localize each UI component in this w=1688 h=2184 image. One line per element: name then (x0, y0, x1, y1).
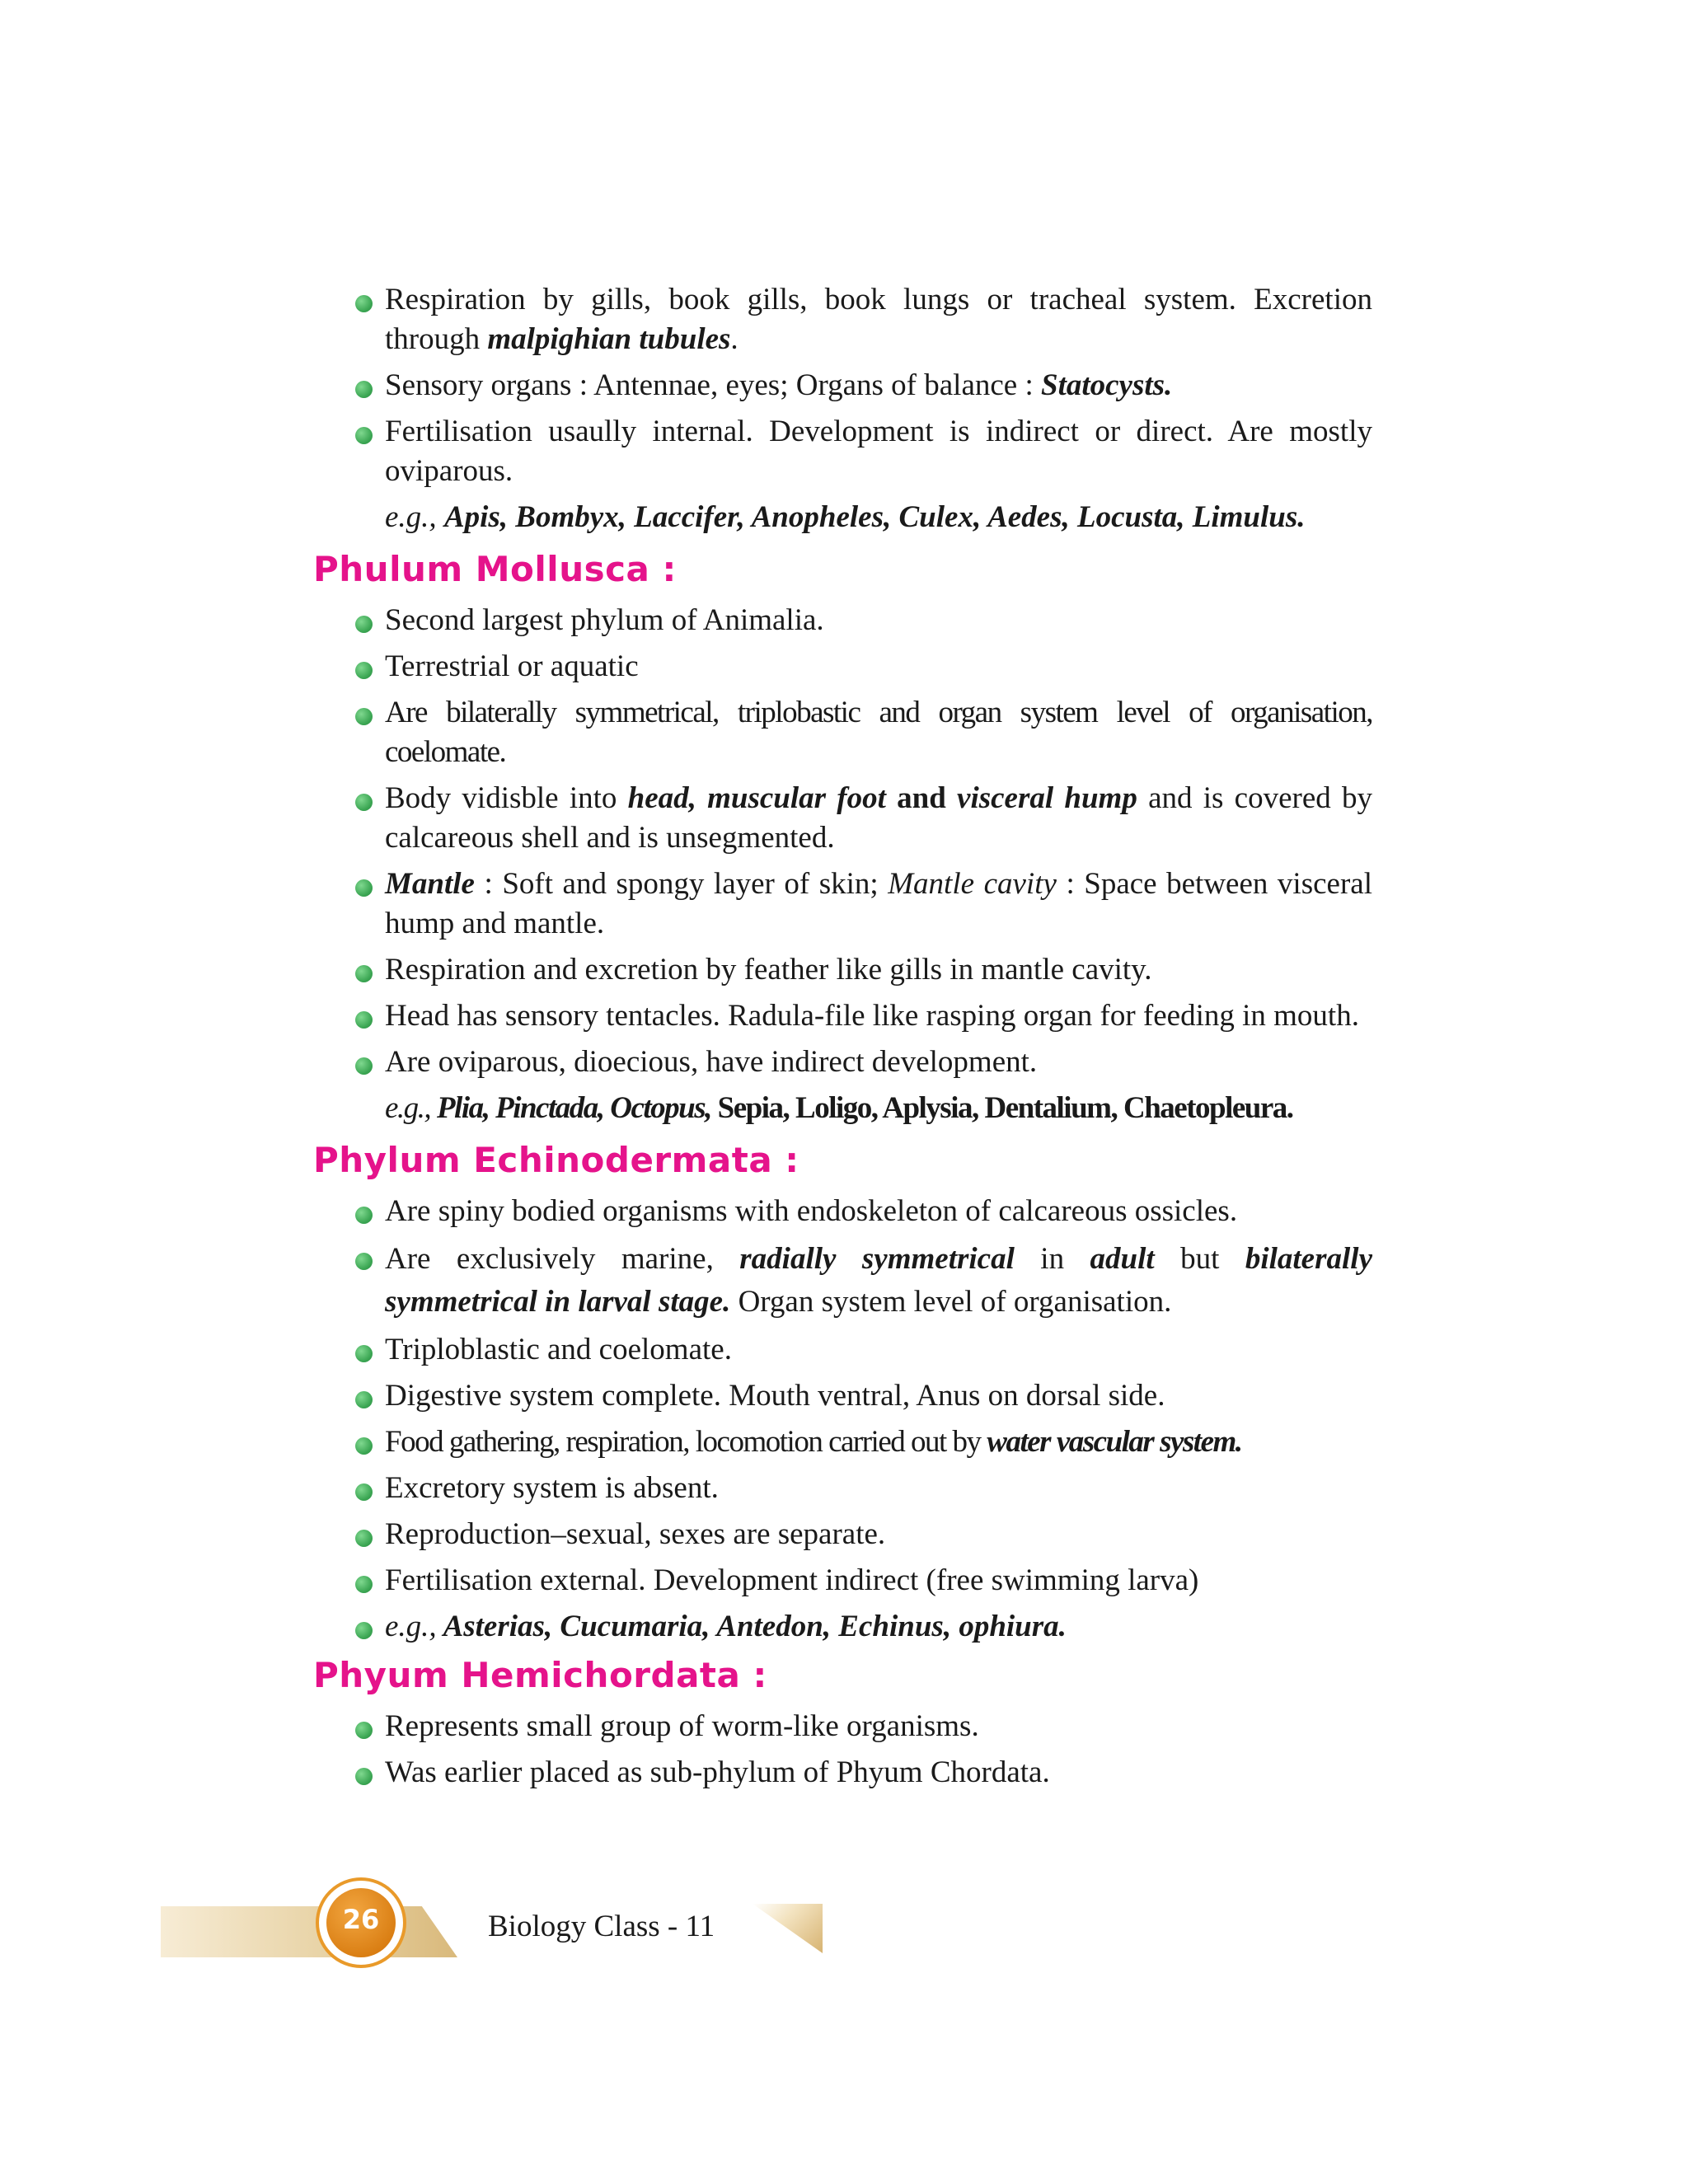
page-number-badge (316, 1877, 406, 1968)
section-heading-echinodermata: Phylum Echinodermata : (313, 1140, 799, 1180)
footer-title: Biology Class - 11 (488, 1910, 715, 1943)
list-item: Digestive system complete. Mouth ventral, Anus on dorsal side. (316, 1376, 1372, 1416)
list-item: Head has sensory tentacles. Radula-file like rasping organ for feeding in mouth. (316, 996, 1372, 1036)
list-item: Are spiny bodied organisms with endoskeleton of calcareous ossicles. (316, 1192, 1372, 1231)
list-item: Food gathering, respiration, locomotion carried out by water vascular system. (316, 1422, 1372, 1462)
example-line: e.g., Plia, Pinctada, Octopus, Sepia, Loligo, Aplysia, Dentalium, Chaetopleura. (385, 1091, 1293, 1125)
list-item: Excretory system is absent. (316, 1469, 1372, 1508)
bullet-icon (355, 295, 373, 312)
bullet-icon (355, 1391, 373, 1408)
footer-decoration (753, 1904, 823, 1953)
list-item: Are exclusively marine, radially symmetrical in adult but bilaterally symmetrical in larval stage. Organ system level of organisation. (316, 1238, 1372, 1324)
list-item: Sensory organs : Antennae, eyes; Organs of balance : Statocysts. (316, 366, 1372, 405)
bullet-icon (355, 427, 373, 444)
list-item: Reproduction–sexual, sexes are separate. (316, 1515, 1372, 1554)
bullet-icon (355, 616, 373, 633)
list-item: Mantle : Soft and spongy layer of skin; Mantle cavity : Space between visceral hump and mantle. (316, 865, 1372, 944)
bullet-icon (355, 1207, 373, 1224)
list-item: Was earlier placed as sub-phylum of Phyum Chordata. (316, 1753, 1372, 1793)
list-item: Respiration and excretion by feather like gills in mantle cavity. (316, 950, 1372, 990)
bullet-icon (355, 1722, 373, 1739)
bullet-icon (355, 662, 373, 679)
list-item: Are oviparous, dioecious, have indirect development. (316, 1043, 1372, 1082)
list-item: Second largest phylum of Animalia. (316, 601, 1372, 640)
bullet-icon (355, 1011, 373, 1029)
bullet-icon (355, 965, 373, 982)
bullet-icon (355, 1253, 373, 1270)
list-item: Fertilisation usaully internal. Development is indirect or direct. Are mostly oviparous. (316, 412, 1372, 491)
page-footer (0, 1871, 1688, 1970)
list-item: Body vidisble into head, muscular foot and visceral hump and is covered by calcareous shell and is unsegmented. (316, 779, 1372, 858)
example-line: e.g., Apis, Bombyx, Laccifer, Anopheles, Culex, Aedes, Locusta, Limulus. (385, 500, 1306, 534)
list-item: Triploblastic and coelomate. (316, 1330, 1372, 1370)
bullet-icon (355, 1483, 373, 1501)
bullet-icon (355, 1345, 373, 1362)
bullet-icon (355, 1057, 373, 1075)
footer-band (161, 1906, 457, 1957)
bullet-icon (355, 794, 373, 811)
bullet-icon (355, 708, 373, 725)
section-heading-mollusca: Phulum Mollusca : (313, 549, 677, 589)
list-item: Represents small group of worm-like organisms. (316, 1707, 1372, 1746)
list-item: Are bilaterally symmetrical, triplobastic and organ system level of organisation, coelomate. (316, 693, 1372, 772)
bullet-icon (355, 1576, 373, 1593)
bullet-icon (355, 381, 373, 398)
page-number: 26 (326, 1888, 396, 1957)
bullet-icon (355, 1530, 373, 1547)
page-content (313, 280, 1372, 1799)
bullet-icon (355, 1437, 373, 1455)
list-item: Terrestrial or aquatic (316, 647, 1372, 687)
bullet-icon (355, 879, 373, 897)
bullet-icon (355, 1622, 373, 1639)
list-item: Respiration by gills, book gills, book lungs or tracheal system. Excretion through malpighian tubules. (316, 280, 1372, 359)
bullet-icon (355, 1768, 373, 1785)
list-item: Fertilisation external. Development indirect (free swimming larva) (316, 1561, 1372, 1601)
section-heading-hemichordata: Phyum Hemichordata : (313, 1655, 767, 1695)
list-item: e.g., Asterias, Cucumaria, Antedon, Echinus, ophiura. (316, 1607, 1372, 1647)
